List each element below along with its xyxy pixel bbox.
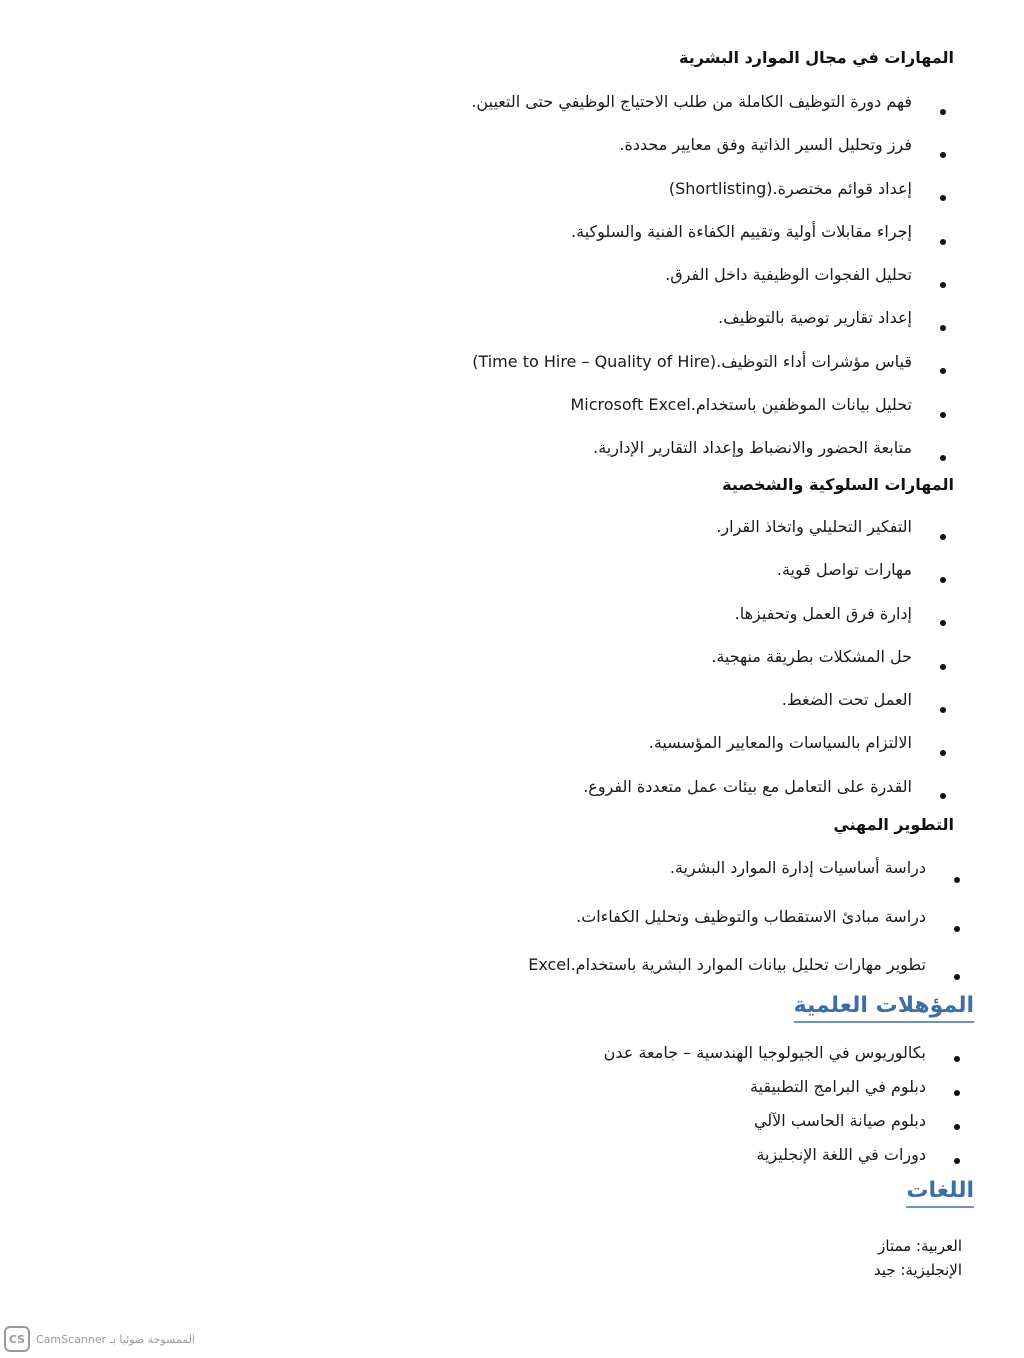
list-item bbox=[471, 263, 912, 306]
list-item bbox=[583, 731, 912, 774]
list-item-text: دراسة أساسيات إدارة الموارد البشرية. bbox=[669, 858, 926, 877]
list-item-text: دبلوم صيانة الحاسب الآلي bbox=[753, 1111, 926, 1130]
soft-skills-heading: المهارات السلوكية والشخصية bbox=[722, 475, 954, 494]
bullet-icon bbox=[954, 974, 960, 980]
list-item-text: إجراء مقابلات أولية وتقييم الكفاءة الفنية والسلوكية. bbox=[571, 221, 912, 241]
list-item bbox=[471, 306, 912, 349]
professional-development-heading: التطوير المهني bbox=[833, 815, 954, 834]
language-english: الإنجليزية: جيد bbox=[873, 1261, 962, 1279]
bullet-icon bbox=[940, 109, 946, 115]
hr-skills-heading: المهارات في مجال الموارد البشرية bbox=[679, 48, 954, 67]
list-item-text: فهم دورة التوظيف الكاملة من طلب الاحتياج الوظيفي حتى التعيين. bbox=[471, 92, 912, 111]
bullet-icon bbox=[954, 926, 960, 932]
list-item-text: إعداد تقارير توصية بالتوظيف. bbox=[718, 308, 912, 328]
bullet-icon bbox=[954, 1056, 960, 1062]
list-item bbox=[583, 515, 912, 558]
qualifications-list bbox=[604, 1042, 926, 1178]
list-item bbox=[528, 856, 926, 905]
bullet-icon bbox=[940, 152, 946, 158]
bullet-icon bbox=[940, 620, 946, 626]
list-item-text: بكالوريوس في الجيولوجيا الهندسية – جامعة عدن bbox=[603, 1043, 926, 1062]
list-item bbox=[583, 602, 912, 645]
bullet-icon bbox=[940, 750, 946, 756]
bullet-icon bbox=[954, 1090, 960, 1096]
camscanner-logo-icon: CS bbox=[4, 1326, 30, 1352]
list-item-text: حل المشكلات بطريقة منهجية. bbox=[711, 646, 912, 666]
list-item-text: الالتزام بالسياسات والمعايير المؤسسية. bbox=[648, 733, 912, 753]
list-item bbox=[471, 393, 912, 436]
list-item bbox=[471, 90, 912, 133]
list-item bbox=[604, 1110, 926, 1144]
language-arabic: العربية: ممتاز bbox=[878, 1237, 962, 1255]
list-item bbox=[471, 350, 912, 393]
list-item-text: التفكير التحليلي واتخاذ القرار. bbox=[716, 517, 912, 536]
list-item-text: إدارة فرق العمل وتحفيزها. bbox=[734, 603, 912, 623]
bullet-icon bbox=[940, 368, 946, 374]
list-item-text: متابعة الحضور والانضباط وإعداد التقارير الإدارية. bbox=[593, 438, 912, 458]
list-item bbox=[583, 645, 912, 688]
list-item-text: دبلوم في البرامج التطبيقية bbox=[749, 1077, 926, 1096]
list-item-text: دورات في اللغة الإنجليزية bbox=[756, 1145, 926, 1164]
bullet-icon bbox=[940, 239, 946, 245]
camscanner-caption: CamScanner الممسوحة ضوئيا بـ bbox=[36, 1332, 195, 1346]
list-item bbox=[604, 1042, 926, 1076]
list-item-text: دراسة مبادئ الاستقطاب والتوظيف وتحليل الكفاءات. bbox=[576, 906, 926, 926]
bullet-icon bbox=[954, 1158, 960, 1164]
qualifications-heading: المؤهلات العلمية bbox=[794, 993, 974, 1023]
list-item-text: فرز وتحليل السير الذاتية وفق معايير محددة. bbox=[619, 135, 912, 155]
list-item bbox=[583, 688, 912, 731]
bullet-icon bbox=[954, 877, 960, 883]
list-item bbox=[471, 133, 912, 176]
bullet-icon bbox=[940, 455, 946, 461]
list-item-text: تطوير مهارات تحليل بيانات الموارد البشرية باستخدام.Excel bbox=[528, 955, 926, 974]
list-item-text: تحليل بيانات الموظفين باستخدام.Microsoft Excel bbox=[570, 395, 912, 415]
list-item-text: قياس مؤشرات أداء التوظيف.(Time to Hire – Quality of Hire) bbox=[472, 351, 912, 371]
bullet-icon bbox=[940, 412, 946, 418]
list-item-text: القدرة على التعامل مع بيئات عمل متعددة الفروع. bbox=[583, 776, 912, 796]
list-item-text: العمل تحت الضغط. bbox=[781, 690, 912, 710]
bullet-icon bbox=[940, 534, 946, 540]
bullet-icon bbox=[940, 707, 946, 713]
bullet-icon bbox=[940, 282, 946, 288]
professional-development-list bbox=[528, 856, 926, 1002]
list-item bbox=[471, 220, 912, 263]
hr-skills-list bbox=[471, 90, 912, 480]
bullet-icon bbox=[954, 1124, 960, 1130]
list-item bbox=[528, 905, 926, 954]
bullet-icon bbox=[940, 195, 946, 201]
camscanner-footer bbox=[4, 1326, 195, 1352]
bullet-icon bbox=[940, 325, 946, 331]
bullet-icon bbox=[940, 793, 946, 799]
list-item-text: تحليل الفجوات الوظيفية داخل الفرق. bbox=[665, 265, 912, 285]
list-item bbox=[583, 775, 912, 818]
languages-heading: اللغات bbox=[906, 1178, 974, 1208]
list-item bbox=[604, 1144, 926, 1178]
list-item-text: مهارات تواصل قوية. bbox=[776, 560, 912, 580]
bullet-icon bbox=[940, 664, 946, 670]
list-item bbox=[604, 1076, 926, 1110]
list-item bbox=[471, 177, 912, 220]
list-item bbox=[583, 558, 912, 601]
bullet-icon bbox=[940, 577, 946, 583]
list-item bbox=[471, 436, 912, 479]
soft-skills-list bbox=[583, 515, 912, 818]
list-item-text: إعداد قوائم مختصرة.(Shortlisting) bbox=[668, 178, 912, 198]
